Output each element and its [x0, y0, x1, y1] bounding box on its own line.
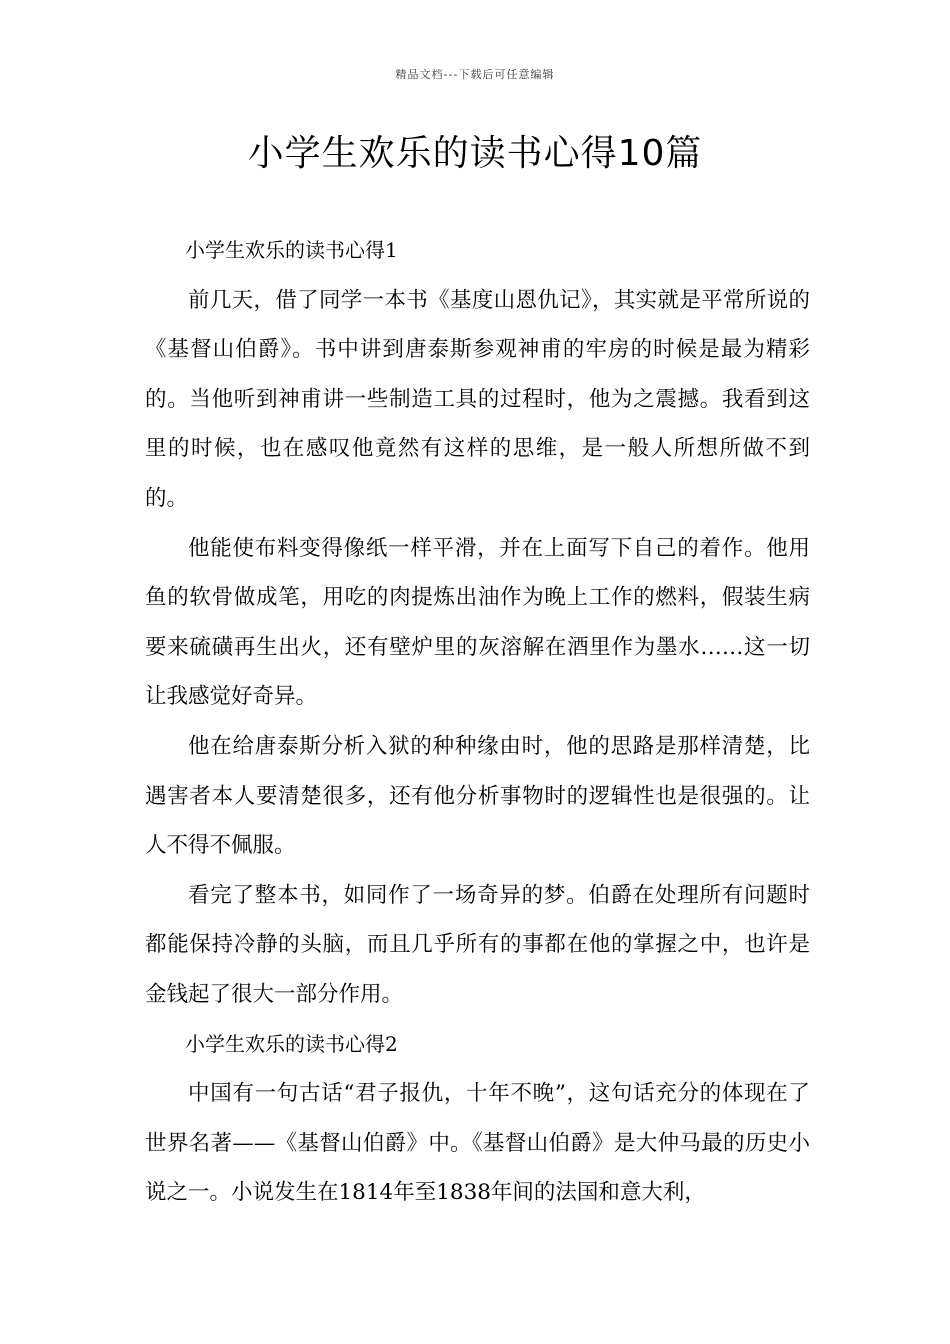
paragraph: 他在给唐泰斯分析入狱的种种缘由时，他的思路是那样清楚，比遇害者本人要清楚很多，还有他分析事物时的逻辑性也是很强的。让人不得不佩服。	[145, 733, 810, 859]
paragraph: 前几天，借了同学一本书《基度山恩仇记》，其实就是平常所说的《基督山伯爵》。书中讲到唐泰斯参观神甫的牢房的时候是最为精彩的。当他听到神甫讲一些制造工具的过程时，他为之震撼。我看到这里的时候，也在感叹他竟然有这样的思维，是一般人所想所做不到的。	[145, 287, 810, 511]
paragraph: 看完了整本书，如同作了一场奇异的梦。伯爵在处理所有问题时都能保持冷静的头脑，而且几乎所有的事都在他的掌握之中，也许是金钱起了很大一部分作用。	[145, 882, 810, 1007]
section-heading-1: 小学生欢乐的读书心得1	[185, 238, 398, 262]
document-body	[145, 226, 810, 1218]
section-heading-2: 小学生欢乐的读书心得2	[185, 1031, 398, 1056]
paragraph: 他能使布料变得像纸一样平滑，并在上面写下自己的着作。他用鱼的软骨做成笔，用吃的肉提炼出油作为晚上工作的燃料，假装生病要来硫磺再生出火，还有壁炉里的灰溶解在酒里作为墨水……这一切让我感觉好奇异。	[145, 535, 810, 710]
header-note: 精品文档---下载后可任意编辑	[395, 68, 555, 81]
paragraph: 中国有一句古话“君子报仇，十年不晚”，这句话充分的体现在了世界名著——《基督山伯爵》中。《基督山伯爵》是大仲马最的历史小说之一。小说发生在1814年至1838年间的法国和意大利，	[145, 1081, 810, 1206]
document-title: 小学生欢乐的读书心得10篇	[247, 133, 703, 174]
